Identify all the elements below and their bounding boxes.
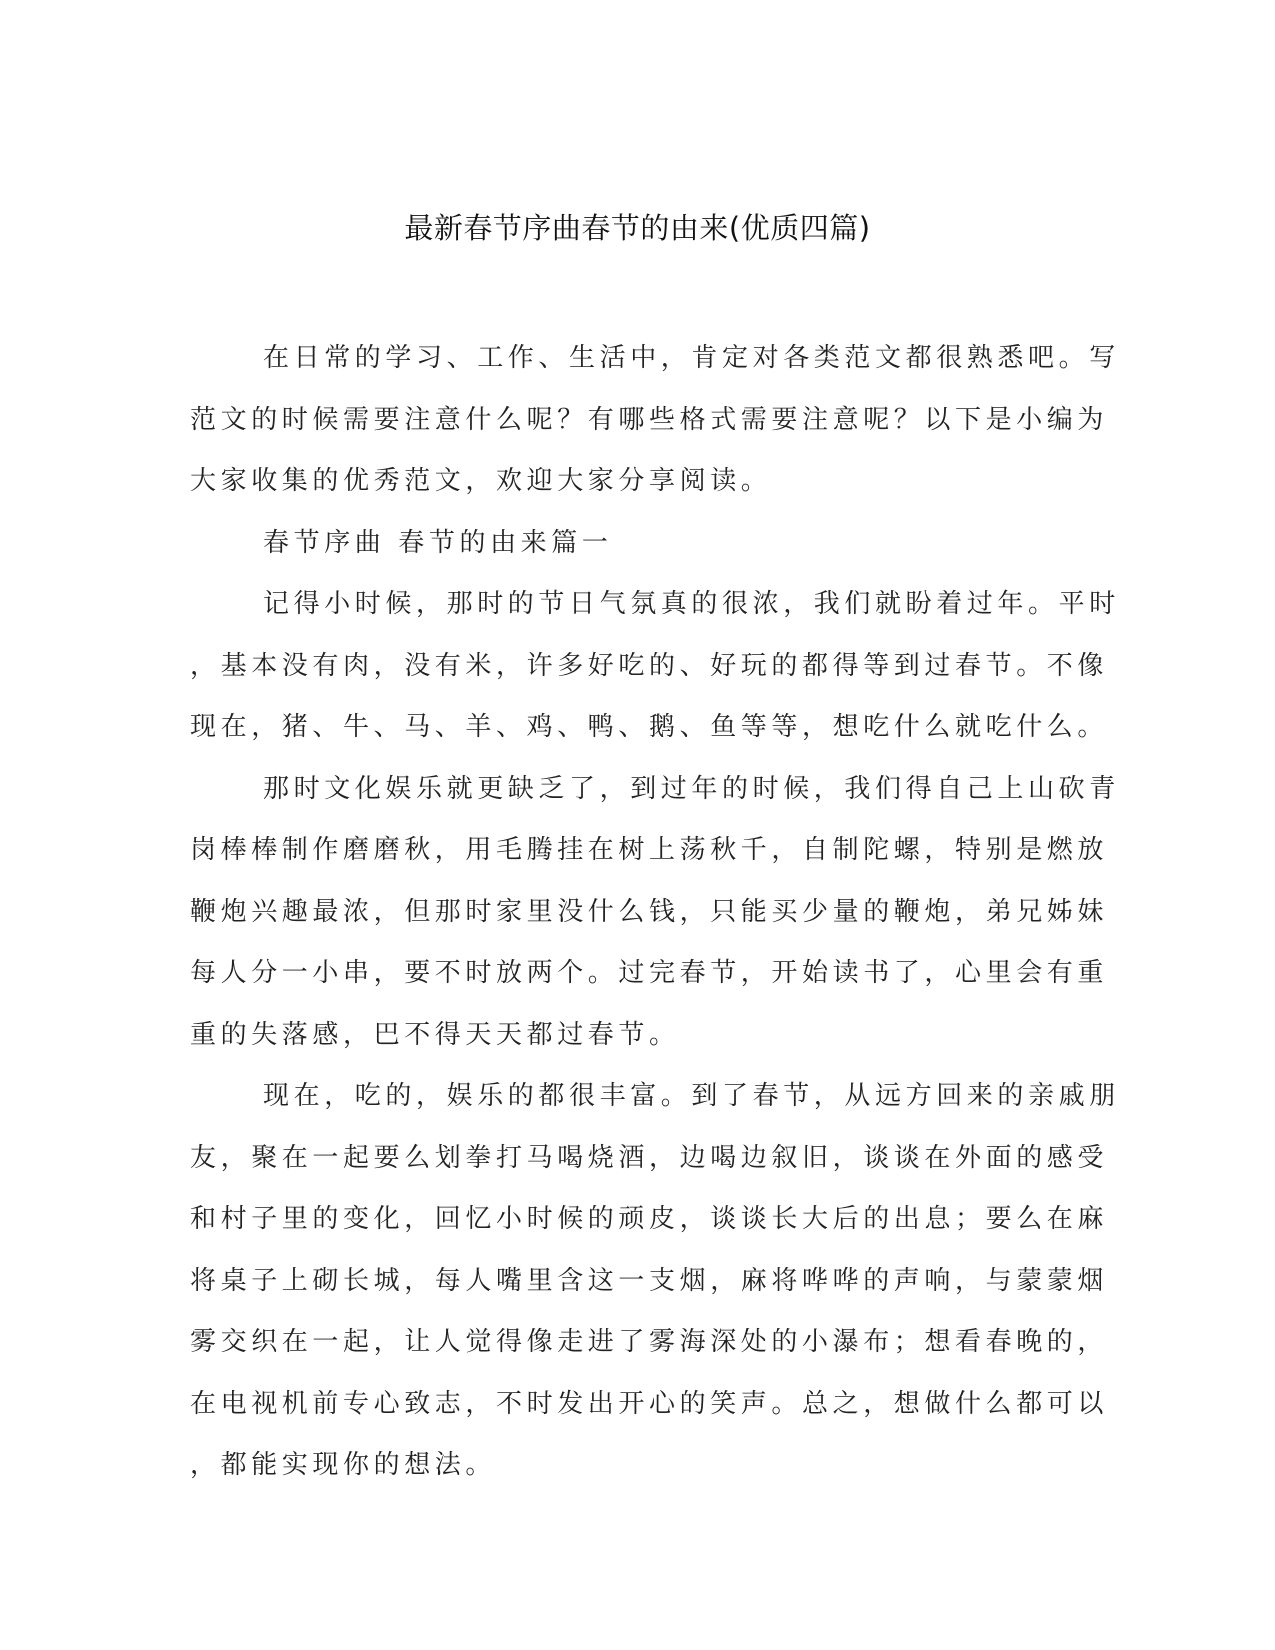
paragraph-line: 那时文化娱乐就更缺乏了，到过年的时候，我们得自己上山砍青 — [263, 773, 1120, 804]
paragraph-line: ，都能实现你的想法。 — [190, 1450, 497, 1480]
document-body — [190, 328, 1120, 1497]
section-heading: 春节序曲 春节的由来篇一 — [263, 527, 613, 558]
paragraph-line: 重的失落感，巴不得天天都过春节。 — [190, 1019, 680, 1050]
paragraph-line: 记得小时候，那时的节日气氛真的很浓，我们就盼着过年。平时 — [263, 589, 1120, 619]
paragraph-line: 在日常的学习、工作、生活中，肯定对各类范文都很熟悉吧。写 — [263, 343, 1120, 373]
paragraph-line: 和村子里的变化，回忆小时候的顽皮，谈谈长大后的出息；要么在麻 — [190, 1204, 1109, 1234]
paragraph-line: 雾交织在一起，让人觉得像走进了雾海深处的小瀑布；想看春晚的， — [190, 1327, 1109, 1357]
paragraph-line: 大家收集的优秀范文，欢迎大家分享阅读。 — [190, 466, 772, 496]
paragraph-line: 在电视机前专心致志，不时发出开心的笑声。总之，想做什么都可以 — [190, 1388, 1109, 1419]
paragraph-line: 现在，吃的，娱乐的都很丰富。到了春节，从远方回来的亲戚朋 — [263, 1081, 1120, 1111]
paragraph-line: 现在，猪、牛、马、羊、鸡、鸭、鹅、鱼等等，想吃什么就吃什么。 — [190, 712, 1109, 742]
document-title: 最新春节序曲春节的由来(优质四篇) — [404, 211, 871, 245]
paragraph-line: 每人分一小串，要不时放两个。过完春节，开始读书了，心里会有重 — [190, 958, 1109, 988]
paragraph-line: 友，聚在一起要么划拳打马喝烧酒，边喝边叙旧，谈谈在外面的感受 — [190, 1142, 1109, 1173]
paragraph-line: 鞭炮兴趣最浓，但那时家里没什么钱，只能买少量的鞭炮，弟兄姊妹 — [190, 896, 1109, 927]
paragraph-line: 将桌子上砌长城，每人嘴里含这一支烟，麻将哗哗的声响，与蒙蒙烟 — [190, 1265, 1109, 1296]
paragraph-line: 范文的时候需要注意什么呢？有哪些格式需要注意呢？以下是小编为 — [190, 404, 1109, 435]
paragraph-line: ，基本没有肉，没有米，许多好吃的、好玩的都得等到过春节。不像 — [190, 650, 1109, 681]
paragraph-line: 岗棒棒制作磨磨秋，用毛腾挂在树上荡秋千，自制陀螺，特别是燃放 — [190, 835, 1109, 865]
